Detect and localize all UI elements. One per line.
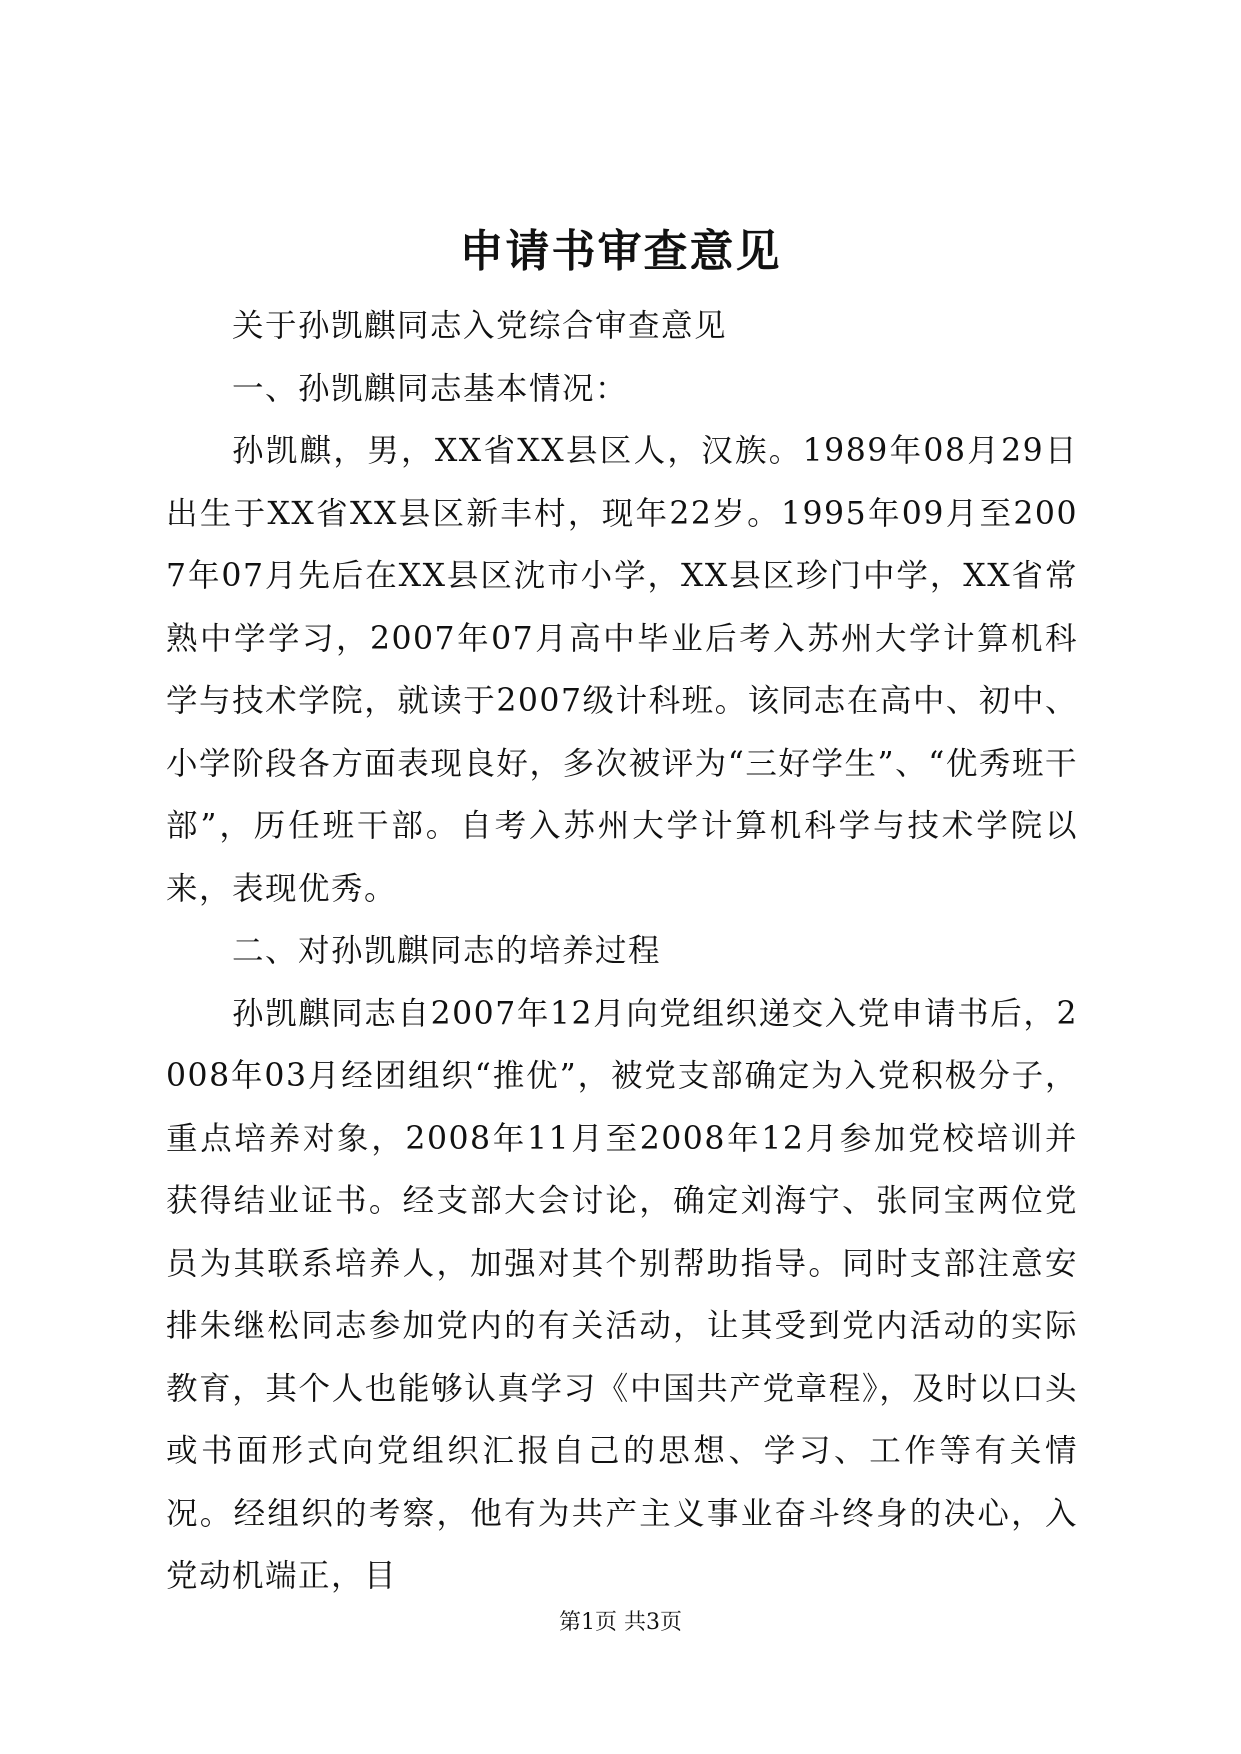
paragraph-basic-info: 孙凯麒，男，XX省XX县区人，汉族。1989年08月29日出生于XX省XX县区新丰村，现年22岁。1995年09月至2007年07月先后在XX县区沈市小学，XX县区珍门中学，XX省常熟中学学习，2007年07月高中毕业后考入苏州大学计算机科学与技术学院，就读于2007级计科班。该同志在高中、初中、小学阶段各方面表现良好，多次被评为“三好学生”、“优秀班干部”，历任班干部。自考入苏州大学计算机科学与技术学院以来，表现优秀。 [166, 433, 1078, 907]
paragraph-training-process: 孙凯麒同志自2007年12月向党组织递交入党申请书后，2008年03月经团组织“推优”，被党支部确定为入党积极分子，重点培养对象，2008年11月至2008年12月参加党校培训并获得结业证书。经支部大会讨论，确定刘海宁、张同宝两位党员为其联系培养人，加强对其个别帮助指导。同时支部注意安排朱继松同志参加党内的有关活动，让其受到党内活动的实际教育，其个人也能够认真学习《中国共产党章程》，及时以口头或书面形式向党组织汇报自己的思想、学习、工作等有关情况。经组织的考察，他有为共产主义事业奋斗终身的决心，入党动机端正，目 [166, 995, 1078, 1594]
document-title: 申请书审查意见 [459, 226, 782, 277]
page-number-footer: 第1页 共3页 [559, 1610, 682, 1635]
paragraph-section-2-heading: 二、对孙凯麒同志的培养过程 [232, 933, 662, 969]
document-body [166, 295, 1078, 1608]
paragraph-subject: 关于孙凯麒同志入党综合审查意见 [232, 308, 728, 344]
paragraph-section-1-heading: 一、孙凯麒同志基本情况： [232, 370, 629, 407]
